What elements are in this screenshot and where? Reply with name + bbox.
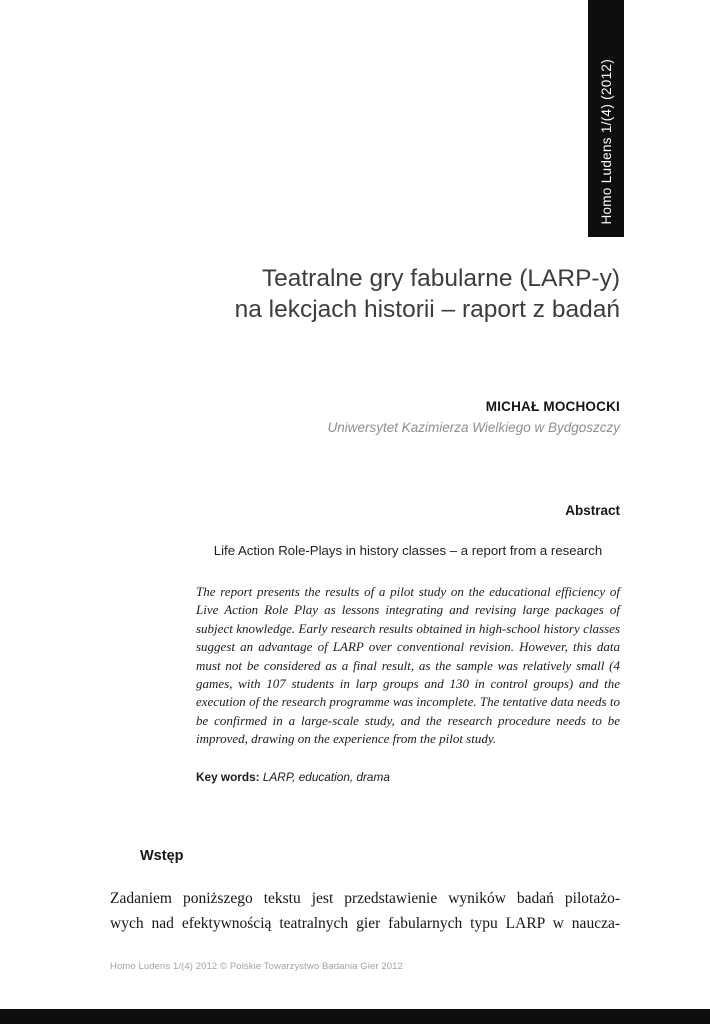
english-title: Life Action Role-Plays in history classes – a report from a research [213,543,603,558]
author-name: MICHAŁ MOCHOCKI [485,399,620,414]
journal-spine-bar [588,0,624,237]
section-heading-wstep: Wstęp [140,848,184,864]
body-paragraph-line1: Zadaniem poniższego tekstu jest przedstawienie wyników badań pilotażo- [110,890,620,907]
keywords-value: LARP, education, drama [262,770,390,784]
article-title [235,263,620,325]
keywords-label: Key words: [196,770,260,784]
article-title-line1: Teatralne gry fabularne (LARP-y) [261,265,620,292]
author-affiliation: Uniwersytet Kazimierza Wielkiego w Bydgoszczy [327,420,620,435]
abstract-text: The report presents the results of a pilot study on the educational efficiency of Live Action Role Play as lessons integrating and revising large packages of subject knowledge. Early research results obtained in high-school history classes suggest an advantage of LARP over conventional revision. However, this data must not be considered as a final result, as the sample was relatively small (4 games, with 107 students in larp groups and 130 in control groups) and the execution of the research programme was incomplete. The tentative data needs to be confirmed in a large-scale study, and the research procedure needs to be improved, drawing on the experience from the pilot study. [196,584,620,747]
body-paragraph-line2: wych nad efektywnością teatralnych gier fabularnych typu LARP w naucza- [110,915,620,932]
footer-credit: Homo Ludens 1/(4) 2012 © Polskie Towarzystwo Badania Gier 2012 [110,961,403,972]
bottom-black-bar [0,1009,710,1024]
author-block [328,399,620,435]
journal-spine-label: Homo Ludens 1/(4) (2012) [598,59,614,225]
body-paragraph [110,886,620,936]
abstract-heading: Abstract [565,503,620,518]
article-title-line2: na lekcjach historii – raport z badań [234,296,620,323]
keywords-line [196,770,620,784]
